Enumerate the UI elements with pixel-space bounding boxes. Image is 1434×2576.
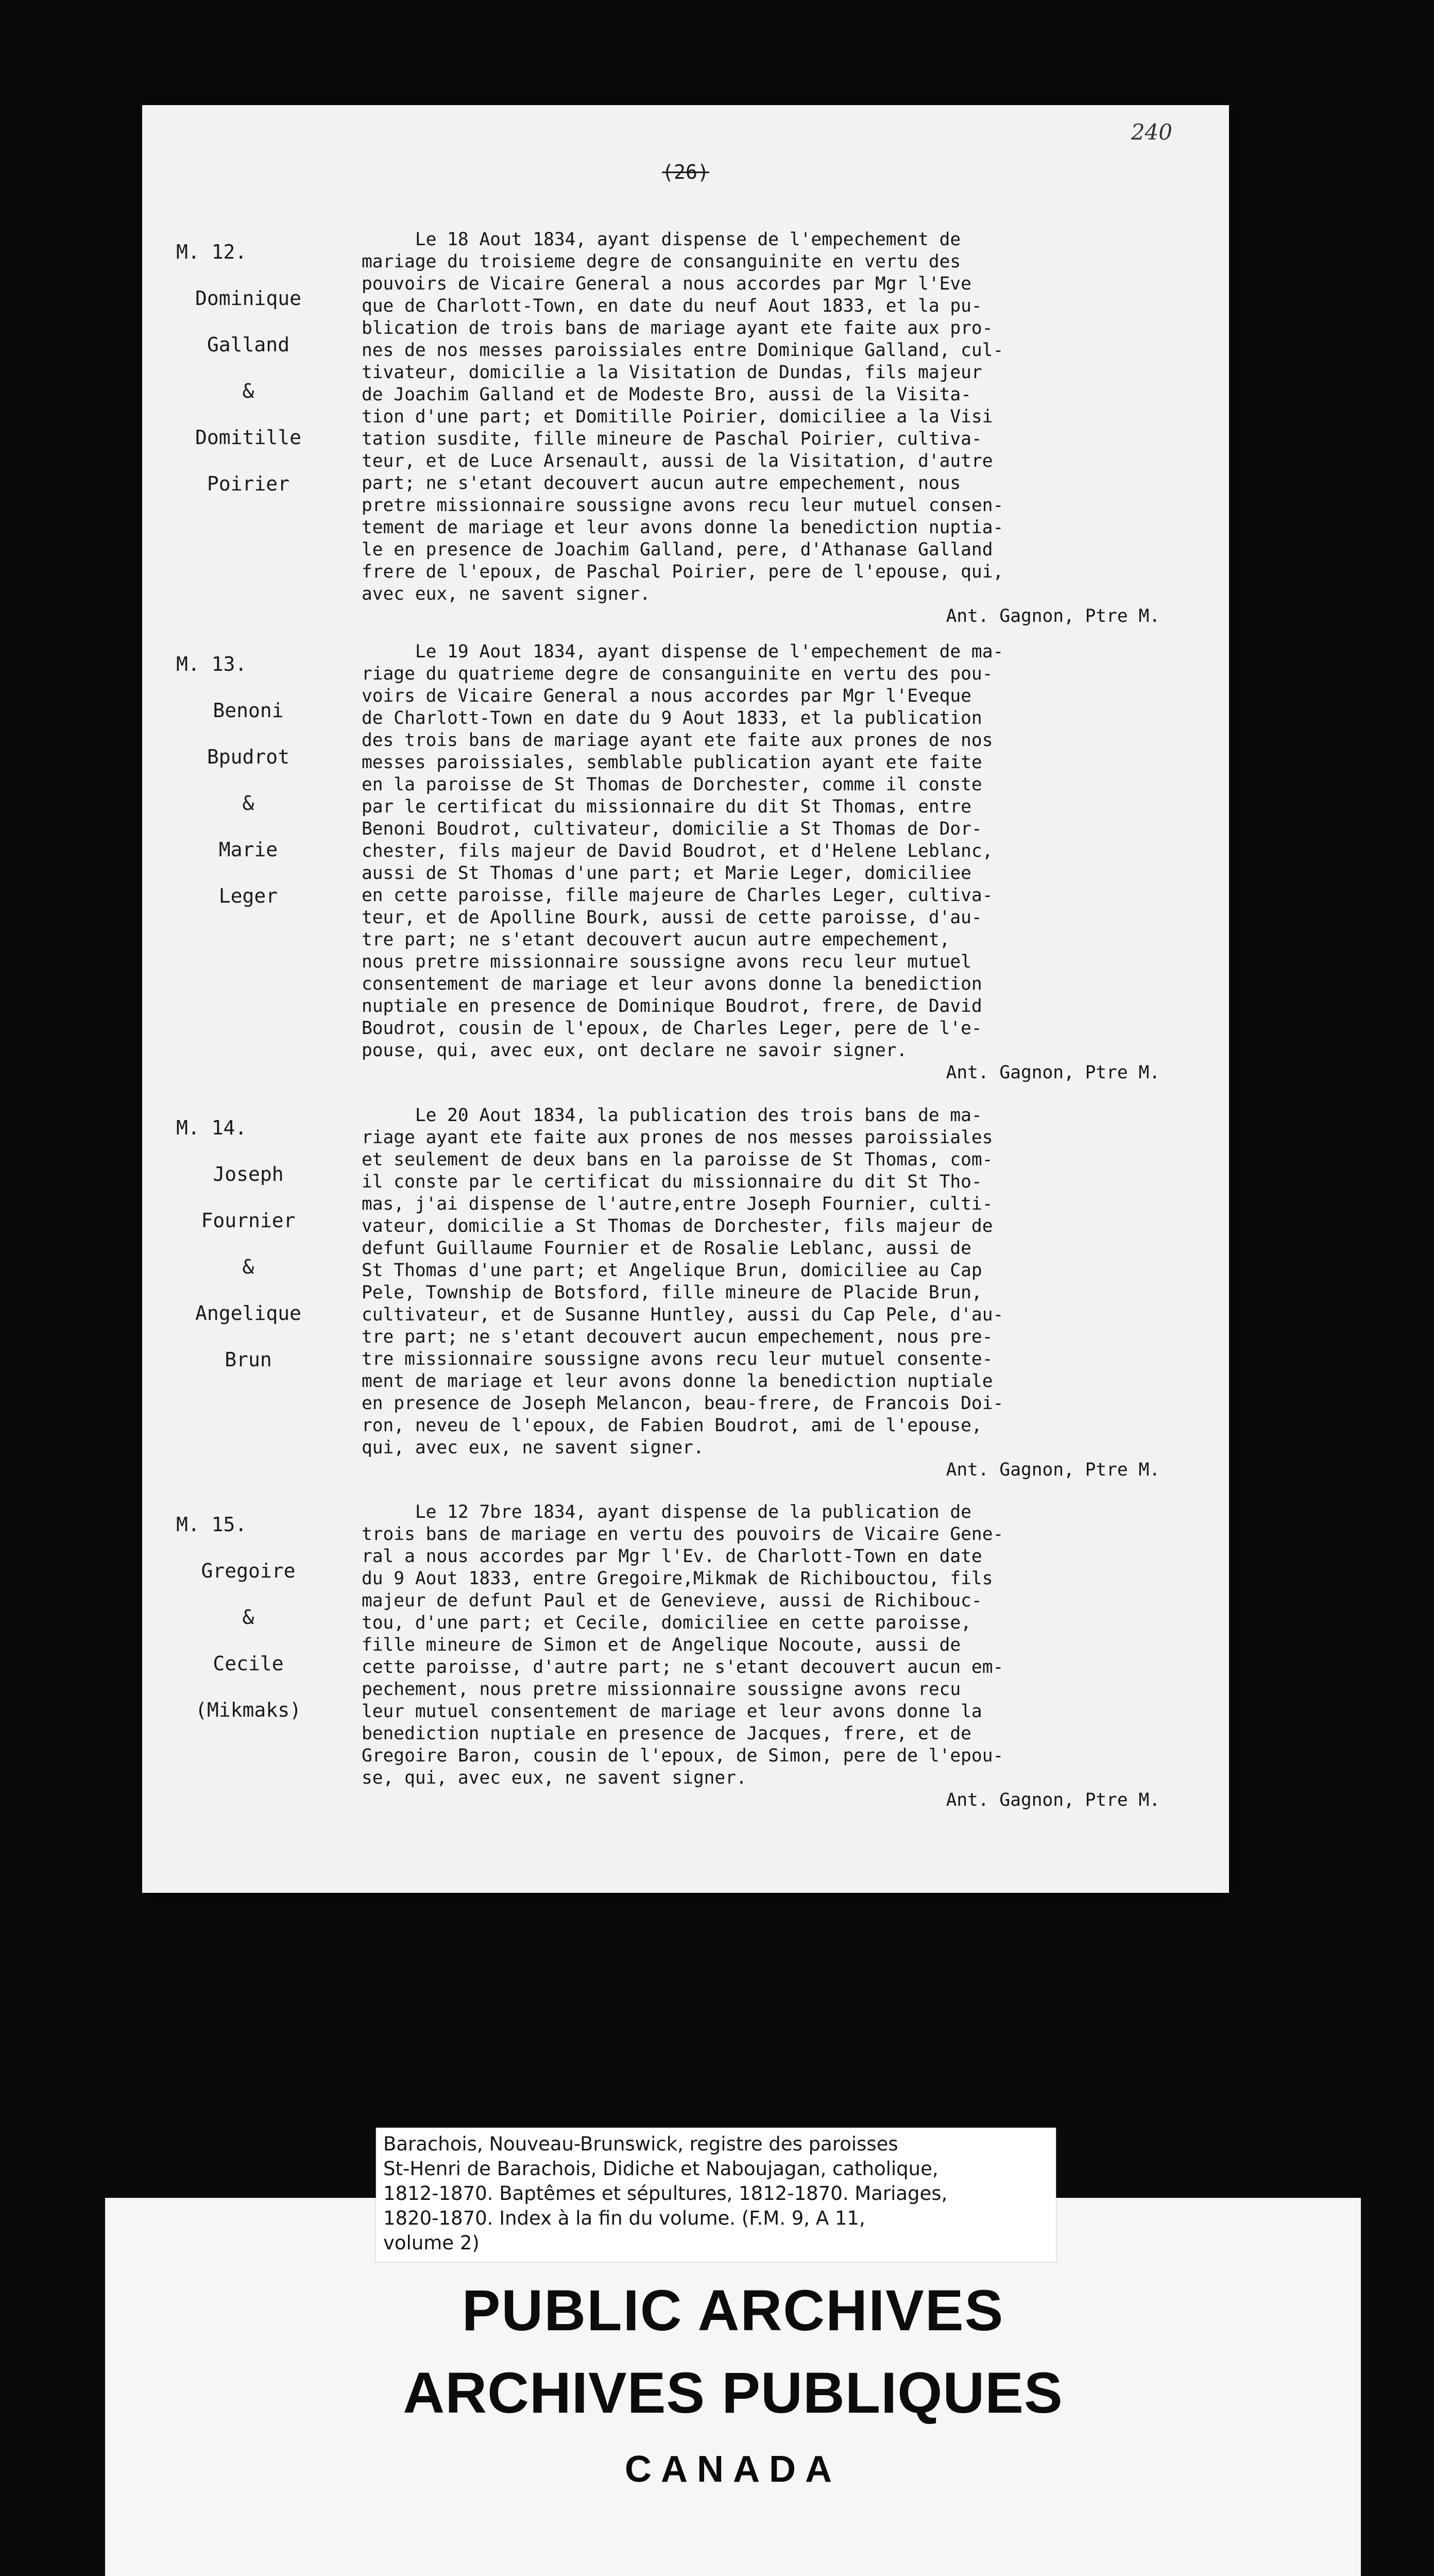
text-line: Le 12 7bre 1834, ayant dispense de la publication de	[362, 1502, 971, 1522]
text-line: tivateur, domicilie a la Visitation de Dundas, fils majeur	[362, 362, 982, 383]
card-country: CANADA	[625, 2449, 841, 2490]
text-line: aussi de St Thomas d'une part; et Marie Leger, domiciliee	[362, 863, 971, 884]
text-line: chester, fils majeur de David Boudrot, et d'Helene Leblanc,	[362, 841, 993, 861]
margin-name: (Mikmaks)	[195, 1699, 301, 1721]
margin-name: Cecile	[213, 1652, 284, 1675]
text-line: Benoni Boudrot, cultivateur, domicilie a St Thomas de Dor-	[362, 819, 982, 839]
text-line: de Charlott-Town en date du 9 Aout 1833, et la publication	[362, 708, 982, 728]
margin-name: Gregoire	[201, 1560, 296, 1582]
margin-name: Leger	[218, 885, 278, 907]
signature: Ant. Gagnon, Ptre M.	[946, 1460, 1160, 1480]
marriage-entry	[142, 1105, 1229, 1501]
margin-name: &	[242, 380, 254, 402]
margin-name: Angelique	[195, 1302, 301, 1325]
text-line: que de Charlott-Town, en date du neuf Aout 1833, et la pu-	[362, 296, 982, 316]
text-line: tre missionnaire soussigne avons recu leur mutuel consente-	[362, 1349, 993, 1369]
margin-name: &	[242, 1606, 254, 1629]
text-line: Le 19 Aout 1834, ayant dispense de l'empechement de ma-	[362, 641, 1004, 662]
margin-note	[176, 1105, 320, 1383]
text-line: part; ne s'etant decouvert aucun autre empechement, nous	[362, 473, 961, 494]
text-line: il conste par le certificat du missionnaire du dit St Tho-	[362, 1172, 982, 1192]
margin-name: &	[242, 1256, 254, 1278]
entry-number: M. 14.	[176, 1116, 247, 1139]
text-line: tion d'une part; et Domitille Poirier, domiciliee a la Visi	[362, 406, 993, 427]
page-number: (26)	[662, 161, 709, 183]
margin-name: Dominique	[195, 287, 301, 310]
margin-name: Bpudrot	[207, 745, 290, 768]
text-line: nous pretre missionnaire soussigne avons recu leur mutuel	[362, 952, 971, 972]
card-title-english: PUBLIC ARCHIVES	[462, 2278, 1004, 2343]
entry-text	[362, 641, 1201, 1084]
text-line: pechement, nous pretre missionnaire soussigne avons recu	[362, 1679, 961, 1700]
text-line: teur, et de Apolline Bourk, aussi de cette paroisse, d'au-	[362, 907, 982, 928]
signature: Ant. Gagnon, Ptre M.	[946, 1790, 1160, 1810]
signature: Ant. Gagnon, Ptre M.	[946, 1062, 1160, 1083]
text-line: tre part; ne s'etant decouvert aucun autre empechement,	[362, 929, 950, 950]
margin-note	[176, 1501, 320, 1733]
signature: Ant. Gagnon, Ptre M.	[946, 606, 1160, 626]
marriage-entry	[142, 1501, 1229, 1852]
text-line: benediction nuptiale en presence de Jacques, frere, et de	[362, 1723, 971, 1744]
text-line: cette paroisse, d'autre part; ne s'etant decouvert aucun em-	[362, 1657, 1004, 1677]
text-line: du 9 Aout 1833, entre Gregoire,Mikmak de Richibouctou, fils	[362, 1568, 993, 1589]
entry-number: M. 13.	[176, 653, 247, 675]
text-line: tre part; ne s'etant decouvert aucun empechement, nous pre-	[362, 1327, 993, 1347]
label-line: St-Henri de Barachois, Didiche et Naboujagan, catholique,	[383, 2158, 938, 2180]
label-line: volume 2)	[383, 2232, 480, 2254]
label-line: 1812-1870. Baptêmes et sépultures, 1812-1870. Mariages,	[383, 2182, 948, 2205]
text-line: vateur, domicilie a St Thomas de Dorchester, fils majeur de	[362, 1216, 993, 1236]
text-line: se, qui, avec eux, ne savent signer.	[362, 1768, 747, 1788]
text-line: defunt Guillaume Fournier et de Rosalie Leblanc, aussi de	[362, 1238, 971, 1259]
folio-number: 240	[1131, 120, 1172, 145]
margin-name: Domitille	[195, 426, 301, 449]
text-line: teur, et de Luce Arsenault, aussi de la Visitation, d'autre	[362, 451, 993, 471]
margin-name: Brun	[225, 1348, 272, 1371]
text-line: en cette paroisse, fille majeure de Charles Leger, cultiva-	[362, 885, 993, 906]
text-line: riage du quatrieme degre de consanguinite en vertu des pou-	[362, 664, 993, 684]
marriage-entry	[142, 229, 1229, 641]
entry-number: M. 15.	[176, 1513, 247, 1536]
text-line: messes paroissiales, semblable publication ayant ete faite	[362, 752, 982, 773]
margin-name: Fournier	[201, 1209, 296, 1232]
text-line: Gregoire Baron, cousin de l'epoux, de Simon, pere de l'epou-	[362, 1745, 1004, 1766]
text-line: pouvoirs de Vicaire General a nous accordes par Mgr l'Eve	[362, 274, 971, 294]
margin-name: Joseph	[213, 1163, 284, 1185]
catalog-label	[376, 2128, 1056, 2262]
text-line: de Joachim Galland et de Modeste Bro, aussi de la Visita-	[362, 384, 971, 405]
text-line: mas, j'ai dispense de l'autre,entre Joseph Fournier, culti-	[362, 1194, 993, 1214]
marriage-entries	[142, 229, 1229, 1852]
text-line: cultivateur, et de Susanne Huntley, aussi du Cap Pele, d'au-	[362, 1304, 1004, 1325]
margin-note	[176, 641, 320, 919]
text-line: blication de trois bans de mariage ayant ete faite aux pro-	[362, 318, 993, 338]
entry-number: M. 12.	[176, 241, 247, 263]
card-title-french: ARCHIVES PUBLIQUES	[403, 2361, 1063, 2425]
text-line: riage ayant ete faite aux prones de nos messes paroissiales	[362, 1127, 993, 1148]
text-line: frere de l'epoux, de Paschal Poirier, pere de l'epouse, qui,	[362, 562, 1004, 582]
text-line: mariage du troisieme degre de consanguinite en vertu des	[362, 251, 961, 272]
text-line: par le certificat du missionnaire du dit St Thomas, entre	[362, 796, 971, 817]
text-line: ral a nous accordes par Mgr l'Ev. de Charlott-Town en date	[362, 1546, 982, 1567]
margin-name: Galland	[207, 333, 290, 356]
text-line: ron, neveu de l'epoux, de Fabien Boudrot, ami de l'epouse,	[362, 1415, 982, 1436]
label-line: Barachois, Nouveau-Brunswick, registre des paroisses	[383, 2133, 898, 2155]
text-line: et seulement de deux bans en la paroisse de St Thomas, com-	[362, 1149, 993, 1170]
text-line: en la paroisse de St Thomas de Dorchester, comme il conste	[362, 774, 982, 795]
text-line: Pele, Township de Botsford, fille mineure de Placide Brun,	[362, 1282, 982, 1303]
text-line: tation susdite, fille mineure de Paschal Poirier, cultiva-	[362, 429, 982, 449]
text-line: Boudrot, cousin de l'epoux, de Charles Leger, pere de l'e-	[362, 1018, 982, 1039]
text-line: pouse, qui, avec eux, ont declare ne savoir signer.	[362, 1040, 908, 1061]
label-line: 1820-1870. Index à la fin du volume. (F.M. 9, A 11,	[383, 2207, 865, 2229]
text-line: consentement de mariage et leur avons donne la benediction	[362, 974, 982, 994]
margin-name: Poirier	[207, 472, 290, 495]
text-line: qui, avec eux, ne savent signer.	[362, 1437, 704, 1458]
text-line: des trois bans de mariage ayant ete faite aux prones de nos	[362, 730, 993, 751]
text-line: Le 18 Aout 1834, ayant dispense de l'empechement de	[362, 229, 961, 250]
text-line: le en presence de Joachim Galland, pere, d'Athanase Galland	[362, 539, 993, 560]
text-line: ment de mariage et leur avons donne la benediction nuptiale	[362, 1371, 993, 1392]
text-line: en presence de Joseph Melancon, beau-frere, de Francois Doi-	[362, 1393, 1004, 1414]
margin-name: Marie	[218, 838, 278, 861]
text-line: pretre missionnaire soussigne avons recu leur mutuel consen-	[362, 495, 1004, 516]
text-line: leur mutuel consentement de mariage et leur avons donne la	[362, 1701, 982, 1722]
text-line: nes de nos messes paroissiales entre Dominique Galland, cul-	[362, 340, 1004, 361]
text-line: majeur de defunt Paul et de Genevieve, aussi de Richibouc-	[362, 1590, 982, 1611]
text-line: trois bans de mariage en vertu des pouvoirs de Vicaire Gene-	[362, 1524, 1004, 1545]
text-line: tement de mariage et leur avons donne la benediction nuptia-	[362, 517, 1004, 538]
text-line: fille mineure de Simon et de Angelique Nocoute, aussi de	[362, 1635, 961, 1655]
text-line: St Thomas d'une part; et Angelique Brun, domiciliee au Cap	[362, 1260, 982, 1281]
text-line: tou, d'une part; et Cecile, domiciliee en cette paroisse,	[362, 1613, 971, 1633]
entry-text	[362, 1501, 1201, 1811]
margin-name: Benoni	[213, 699, 284, 722]
margin-note	[176, 229, 320, 507]
text-line: nuptiale en presence de Dominique Boudrot, frere, de David	[362, 996, 982, 1016]
text-line: Le 20 Aout 1834, la publication des trois bans de ma-	[362, 1105, 982, 1126]
entry-text	[362, 1105, 1201, 1481]
register-page	[142, 105, 1229, 1893]
marriage-entry	[142, 641, 1229, 1105]
margin-name: &	[242, 792, 254, 815]
text-line: avec eux, ne savent signer.	[362, 584, 651, 604]
text-line: voirs de Vicaire General a nous accordes par Mgr l'Eveque	[362, 686, 971, 706]
entry-text	[362, 229, 1201, 628]
